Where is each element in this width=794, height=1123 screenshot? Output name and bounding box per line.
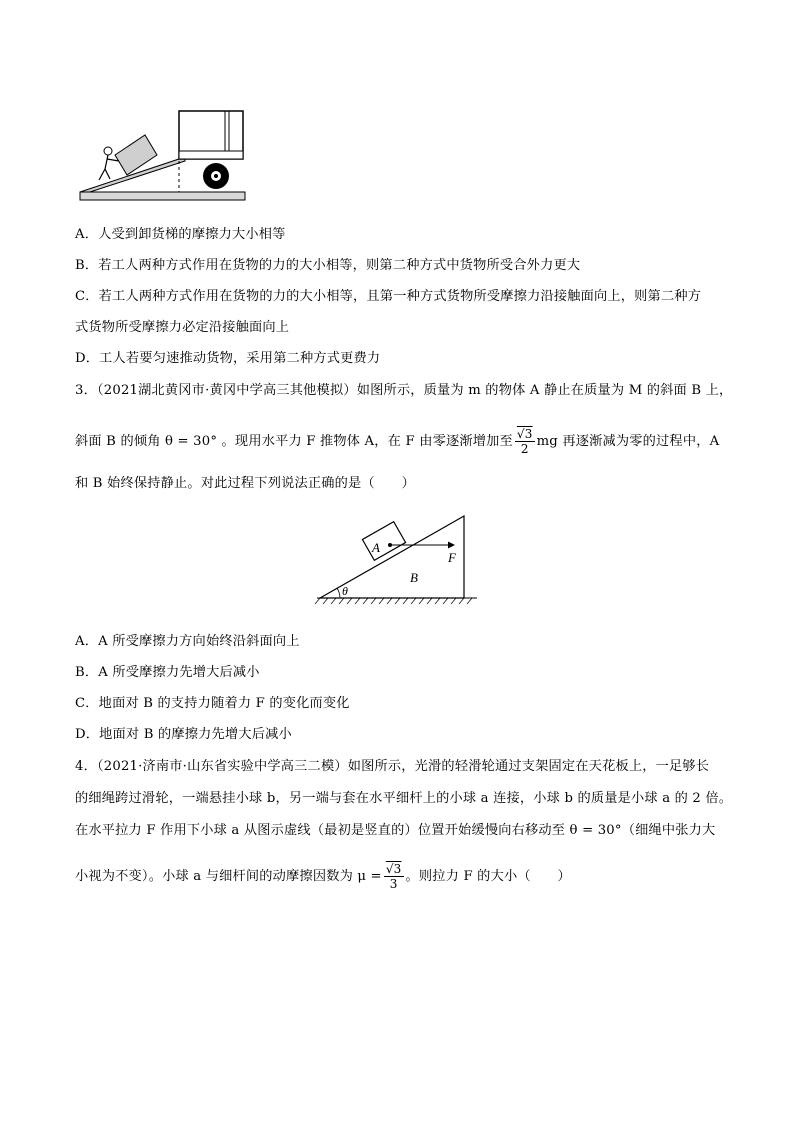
q4-fraction — [384, 862, 404, 891]
truck-ramp-figure — [75, 105, 250, 205]
incline-figure — [312, 512, 482, 607]
q3-stem-line2 — [75, 427, 735, 456]
q2-option-c-line1: C．若工人两种方式作用在货物的力的大小相等，且第一种方式货物所受摩擦力沿接触面向上，则第二种方 — [75, 289, 702, 304]
q2-option-c-line2: 式货物所受摩擦力必定沿接触面向上 — [75, 320, 290, 335]
q3-fraction-den: 2 — [520, 442, 529, 456]
q3-fraction — [515, 427, 535, 456]
q3-stem-line3: 和 B 始终保持静止。对此过程下列说法正确的是（ ） — [75, 476, 415, 491]
q4-stem-line2: 的细绳跨过滑轮，一端悬挂小球 b，另一端与套在水平细杆上的小球 a 连接，小球 b 的质量是小球 a 的 2 倍。 — [75, 791, 733, 806]
q4-stem-line4-post: 。则拉力 F 的大小（ ） — [405, 869, 571, 884]
q4-stem-line1: 4．（2021·济南市·山东省实验中学高三二模）如图所示，光滑的轻滑轮通过支架固定在天花板上，一足够长 — [75, 759, 710, 774]
incline-b-label: B — [410, 570, 418, 585]
q3-option-a: A．A 所受摩擦力方向始终沿斜面向上 — [75, 634, 300, 649]
theta-label: θ — [342, 584, 348, 598]
q3-stem-line2-post: mg 再逐渐减为零的过程中，A — [536, 434, 720, 449]
q4-fraction-den: 3 — [389, 877, 398, 891]
q4-stem-line4 — [75, 862, 735, 891]
q3-stem-line1: 3．（2021湖北黄冈市·黄冈中学高三其他模拟）如图所示，质量为 m 的物体 A 静止在质量为 M 的斜面 B 上， — [75, 383, 733, 398]
q4-fraction-num: √3 — [385, 862, 402, 876]
q3-fraction-num: √3 — [516, 427, 533, 441]
q3-stem-line2-pre: 斜面 B 的倾角 θ = 30° 。现用水平力 F 推物体 A，在 F 由零逐渐增加至 — [75, 434, 513, 449]
q3-option-b: B．A 所受摩擦力先增大后减小 — [75, 665, 260, 680]
q3-option-c: C．地面对 B 的支持力随着力 F 的变化而变化 — [75, 696, 350, 711]
q4-stem-line3: 在水平拉力 F 作用下小球 a 从图示虚线（最初是竖直的）位置开始缓慢向右移动至 θ = 30°（细绳中张力大 — [75, 823, 716, 838]
q4-stem-line4-pre: 小视为不变）。小球 a 与细杆间的动摩擦因数为 μ = — [75, 869, 382, 884]
force-f-label: F — [448, 550, 456, 565]
q2-option-a: A．人受到卸货梯的摩擦力大小相等 — [75, 227, 286, 242]
block-a-label: A — [372, 540, 380, 555]
q2-option-d: D．工人若要匀速推动货物，采用第二种方式更费力 — [75, 351, 381, 366]
q3-option-d: D．地面对 B 的摩擦力先增大后减小 — [75, 727, 292, 742]
q2-option-b: B．若工人两种方式作用在货物的力的大小相等，则第二种方式中货物所受合外力更大 — [75, 258, 581, 273]
